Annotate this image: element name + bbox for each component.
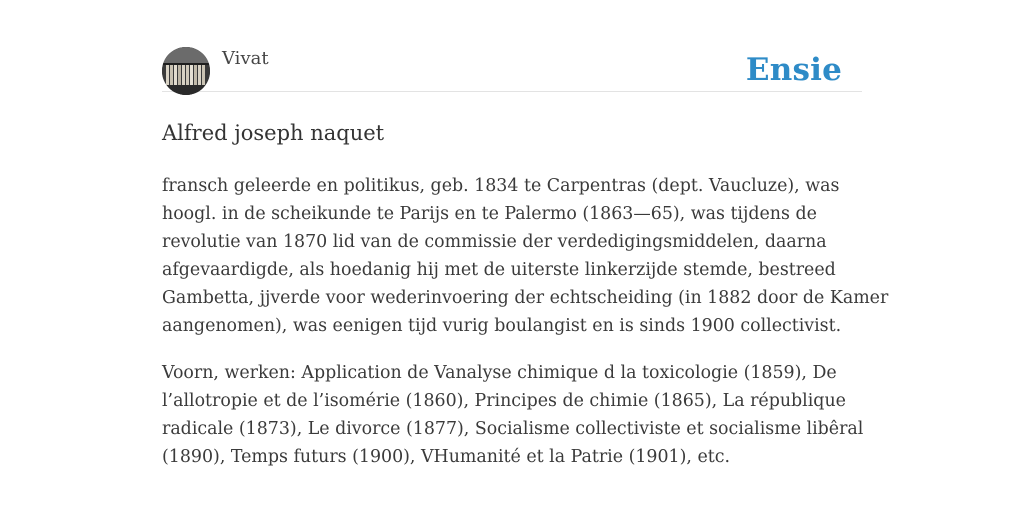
paragraph-line: radicale (1873), Le divorce (1877), Socialisme collectiviste et socialisme libêral xyxy=(162,419,864,439)
paragraph-line: afgevaardigde, als hoedanig hij met de uiterste linkerzijde stemde, bestreed xyxy=(162,260,836,280)
paragraph-line: Gambetta, jjverde voor wederinvoering der echtscheiding (in 1882 door de Kamer xyxy=(162,288,889,308)
brand-logo[interactable]: Ensie xyxy=(745,52,842,88)
book-spines-icon xyxy=(162,47,210,95)
paragraph-line: hoogl. in de scheikunde te Parijs en te Palermo (1863—65), was tijdens de xyxy=(162,204,817,224)
source-name[interactable]: Vivat xyxy=(222,48,269,69)
paragraph-line: aangenomen), was eenigen tijd vurig boulangist en is sinds 1900 collectivist. xyxy=(162,316,842,336)
paragraph-line: revolutie van 1870 lid van de commissie der verdedigingsmiddelen, daarna xyxy=(162,232,827,252)
article-title: Alfred joseph naquet xyxy=(162,121,385,145)
article-paragraph-2 xyxy=(162,359,862,471)
paragraph-line: Voorn, werken: Application de Vanalyse chimique d la toxicologie (1859), De xyxy=(162,363,837,383)
paragraph-line: fransch geleerde en politikus, geb. 1834 te Carpentras (dept. Vaucluze), was xyxy=(162,176,840,196)
article-card xyxy=(162,46,889,471)
article-paragraph-1 xyxy=(162,172,889,340)
paragraph-line: l’allotropie et de l’isomérie (1860), Principes de chimie (1865), La république xyxy=(162,391,846,411)
article-header xyxy=(162,46,862,92)
paragraph-line: (1890), Temps futurs (1900), VHumanité et la Patrie (1901), etc. xyxy=(162,447,730,467)
source-avatar[interactable] xyxy=(162,47,210,95)
